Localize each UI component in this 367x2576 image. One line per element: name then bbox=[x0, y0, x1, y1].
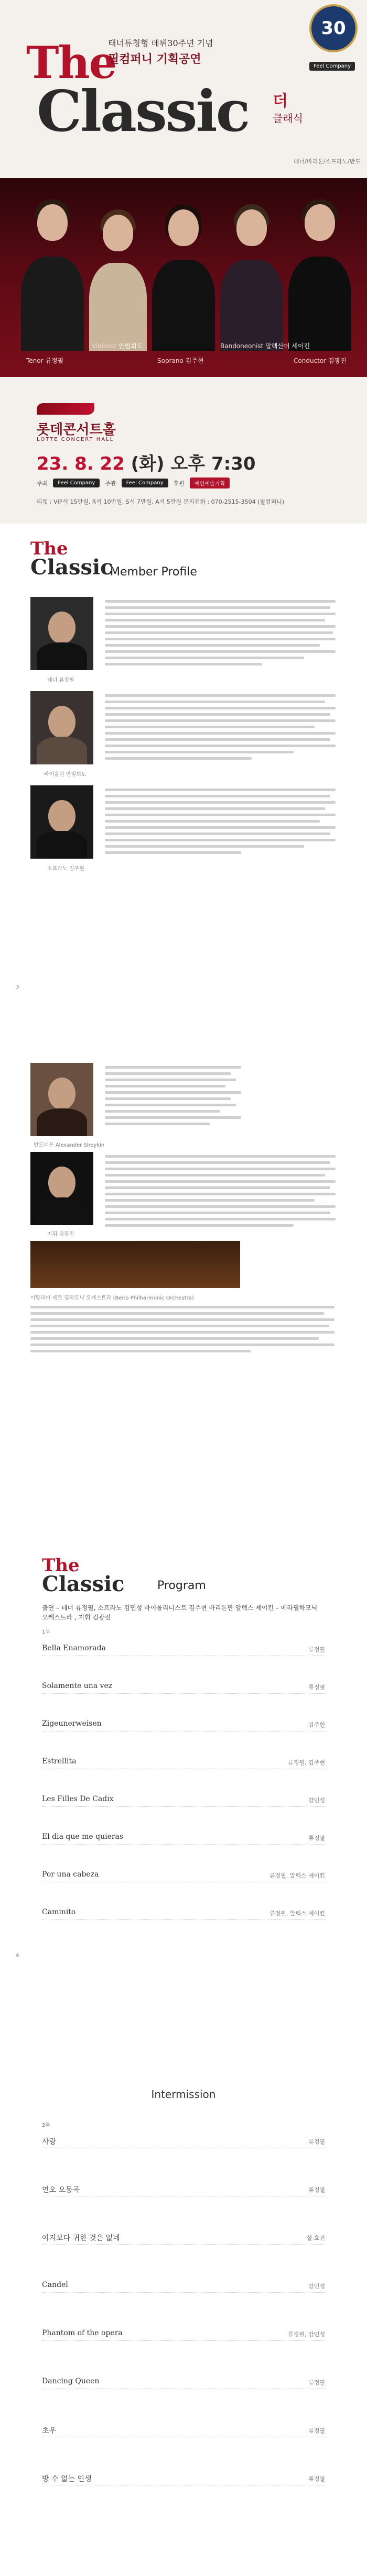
sponsor-logo: Feel Company bbox=[53, 479, 100, 487]
profile-photo bbox=[30, 691, 93, 764]
program-item-performer: 류정필, 김주현 bbox=[288, 1759, 325, 1766]
sheet-number: 3 bbox=[16, 984, 19, 990]
program-item-performer: 류정필 bbox=[308, 1646, 325, 1653]
program-item-performer: 설 효진 bbox=[306, 2235, 325, 2241]
program-logo-the: The bbox=[42, 1555, 80, 1576]
sponsor-label: 주최 bbox=[37, 480, 48, 487]
program-item-performer: 류정필, 알렉스 셰이킨 bbox=[269, 1910, 325, 1917]
program-item-performer: 류정필 bbox=[308, 1835, 325, 1841]
venue-logo bbox=[37, 403, 94, 415]
program-item-title: 방 수 없는 인생 bbox=[42, 2475, 92, 2483]
cast-line: 출연 – 테너 류정필, 소프라노 김민성 바이올리니스트 김주현 바리톤만 알렉스 셰이킨 – 베라필하모닉 오케스트라 , 지휘 김광진 bbox=[42, 1604, 318, 1621]
concert-date: 23. 8. 22 (화) 오후 7:30 bbox=[37, 453, 256, 474]
program-item-title: 초우 bbox=[42, 2427, 57, 2435]
poster-title-deo-sub: 클래식 bbox=[273, 112, 303, 125]
poster-subtitle: 필컴퍼니 기획공연 bbox=[108, 52, 201, 66]
venue-name: 롯데콘서트홀 bbox=[37, 422, 116, 438]
concert-poster bbox=[0, 0, 367, 524]
ticket-info: 티켓 : VIP석 15만원, R석 10만원, S석 7만원, A석 5만원 문의전화 : 070-2515-3504 (필컴퍼니) bbox=[37, 498, 285, 505]
program-item-title: Estrellita bbox=[42, 1757, 77, 1766]
profile-caption: 소프라노 김주현 bbox=[47, 866, 84, 872]
program-item-title: Zigeunerweisen bbox=[42, 1719, 102, 1728]
part2-label: 2부 bbox=[42, 2123, 51, 2128]
performer-figure bbox=[220, 199, 283, 351]
program-item-title: Caminito bbox=[42, 1908, 76, 1916]
profile-caption: 테너 류정필 bbox=[47, 678, 74, 683]
venue-name-en: LOTTE CONCERT HALL bbox=[37, 437, 114, 442]
program-item-performer: 류정필 bbox=[308, 2427, 325, 2434]
program-item-performer: 류정필 bbox=[308, 2475, 325, 2482]
performer-label: Tenor 류정필 bbox=[26, 357, 64, 364]
profile-caption: 바이올린 안범회도 bbox=[44, 772, 87, 778]
program-item-divider bbox=[42, 2244, 325, 2245]
anniversary-badge: 30 bbox=[309, 4, 358, 52]
program-item-title: 여지보다 귀한 것은 없네 bbox=[42, 2234, 120, 2242]
program-item-title: 사랑 bbox=[42, 2138, 57, 2146]
program-item-divider bbox=[42, 1919, 325, 1920]
feel-company-logo: Feel Company bbox=[309, 62, 355, 71]
program-item-performer: 류정필, 강민성 bbox=[288, 2331, 325, 2338]
program-logo-classic: Classic bbox=[42, 1572, 125, 1596]
performer-figure bbox=[152, 199, 215, 351]
part-label: 1부 bbox=[42, 1629, 51, 1635]
poster-title-deo: 더 bbox=[273, 92, 288, 110]
performer-label: Conductor 김광진 bbox=[294, 357, 347, 364]
program-item-performer: 강민성 bbox=[308, 1797, 325, 1804]
poster-right-caption: 테너/바리톤/소프라노/반도 bbox=[294, 158, 361, 165]
program-item-divider bbox=[42, 1806, 325, 1807]
program-item-performer: 강민성 bbox=[308, 2283, 325, 2290]
poster-title-classic: Classic bbox=[37, 79, 249, 145]
program-item-title: Bella Enamorada bbox=[42, 1644, 106, 1652]
poster-kicker: 태너튜청형 데뷔30주년 기념 bbox=[108, 38, 213, 48]
orchestra-photo bbox=[30, 1241, 240, 1288]
performers-photo bbox=[0, 178, 367, 377]
intermission-heading: Intermission bbox=[151, 2088, 216, 2101]
program-item-divider bbox=[42, 1693, 325, 1694]
sponsor-label: 주관 bbox=[105, 480, 116, 487]
sponsor-logo: Feel Company bbox=[122, 479, 168, 487]
program-item-performer: 류정필 bbox=[308, 2379, 325, 2386]
profile-photo bbox=[30, 1063, 93, 1136]
program-item-title: Por una cabeza bbox=[42, 1870, 99, 1879]
program-item-performer: 류정필, 알렉스 셰이킨 bbox=[269, 1872, 325, 1879]
performer-label: Violinist 안범회도 bbox=[92, 342, 143, 350]
program-item-title: Phantom of the opera bbox=[42, 2329, 123, 2337]
performer-label: Bandoneonist 알렉산더 셰이킨 bbox=[220, 342, 310, 350]
program-item-title: Candel bbox=[42, 2281, 68, 2289]
program-item-title: El dia que me quieras bbox=[42, 1833, 124, 1841]
performer-figure bbox=[89, 204, 147, 351]
profile-caption: 지휘 김광진 bbox=[47, 1231, 74, 1237]
program-item-performer: 김주현 bbox=[308, 1722, 325, 1728]
performer-figure bbox=[288, 194, 351, 351]
program-item-performer: 류정필 bbox=[308, 2138, 325, 2145]
program-item-divider bbox=[42, 2340, 325, 2341]
profile-heading: Member Profile bbox=[110, 565, 197, 579]
program-item-divider bbox=[42, 1844, 325, 1845]
sponsor-label: 후원 bbox=[173, 480, 185, 487]
program-item-divider bbox=[42, 2292, 325, 2293]
program-item-title: Dancing Queen bbox=[42, 2377, 100, 2385]
profile-logo-the: The bbox=[30, 538, 68, 559]
program-item-title: Solamente una vez bbox=[42, 1682, 113, 1690]
sponsor-logo: 예인예술기획 bbox=[190, 478, 230, 488]
sponsor-row bbox=[37, 478, 230, 488]
program-item-title: 연오 오동곡 bbox=[42, 2186, 80, 2194]
profile-caption: 반도네온 Alexander Sheykin bbox=[34, 1142, 105, 1148]
profile-photo bbox=[30, 1152, 93, 1225]
profile-photo bbox=[30, 785, 93, 859]
orchestra-caption: 이탈리아 베로 필하모닉 오케스트라 (Berio Philharmonic Orchestra) bbox=[30, 1295, 194, 1301]
program-item-title: Les Filles De Cadix bbox=[42, 1795, 114, 1803]
performer-label: Soprano 김주현 bbox=[157, 357, 204, 364]
performer-figure bbox=[21, 194, 84, 351]
profile-logo-classic: Classic bbox=[30, 555, 113, 580]
profile-photo bbox=[30, 597, 93, 670]
program-item-performer: 류정필 bbox=[308, 2186, 325, 2193]
sheet-number: 4 bbox=[16, 1953, 19, 1959]
program-heading: Program bbox=[157, 1579, 206, 1592]
poster-title-the: The bbox=[26, 37, 116, 88]
program-item-performer: 류정필 bbox=[308, 1684, 325, 1691]
